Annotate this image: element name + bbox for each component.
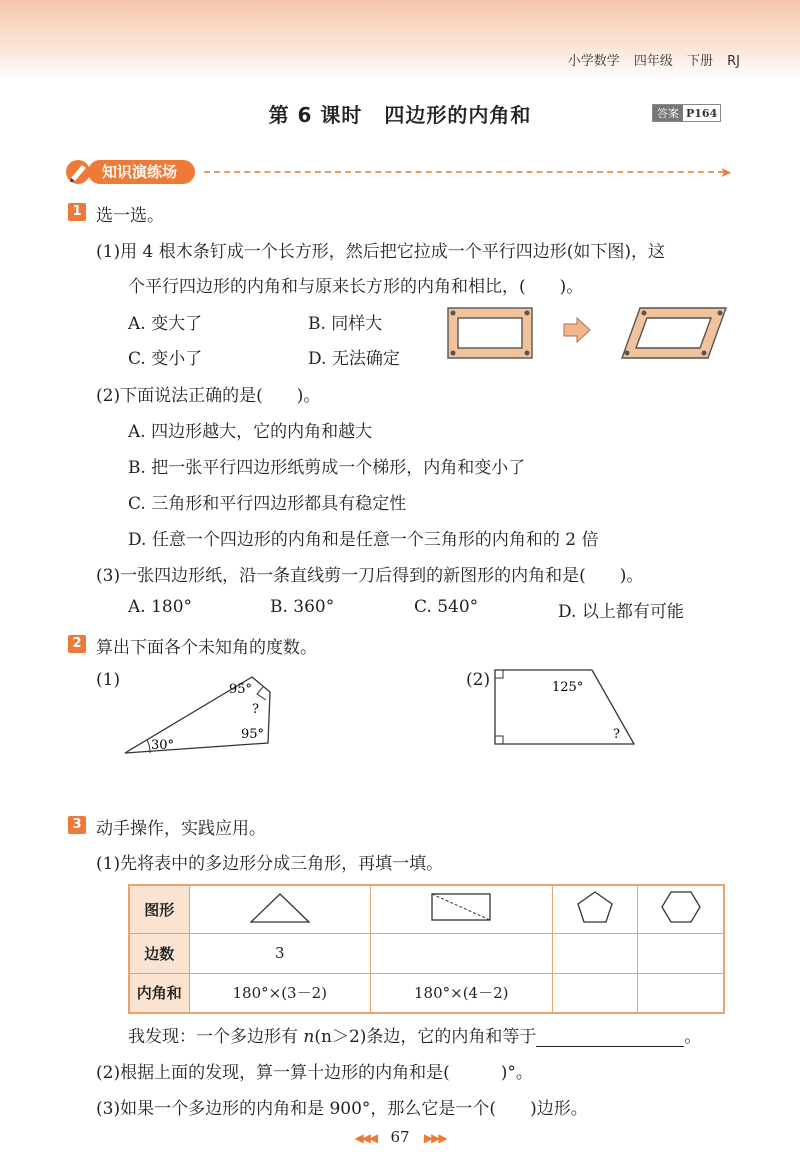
row-label-angle-sum: 内角和	[129, 973, 189, 1013]
q1-p3-option-a[interactable]: A. 180°	[128, 597, 193, 617]
question-number-3: 3	[68, 816, 86, 834]
polygon-table	[128, 884, 725, 1014]
arrow-right-icon	[564, 318, 590, 342]
sides-cell[interactable]	[371, 933, 553, 973]
angle-label-top: 95°	[229, 682, 253, 697]
answer-badge-page: P164	[686, 106, 718, 120]
shape-rectangle	[371, 885, 553, 933]
angle-label-left: 30°	[151, 738, 175, 753]
angle-label-top-right: 125°	[552, 680, 584, 695]
quadrilateral-figure-1	[120, 668, 280, 758]
finding-text-1: 我发现：一个多边形有	[128, 1027, 304, 1047]
q1-p3-option-b[interactable]: B. 360°	[270, 597, 335, 617]
q1-p1-option-b[interactable]: B. 同样大	[308, 314, 383, 334]
shape-pentagon	[552, 885, 638, 933]
arrow-right-icon: ➤	[720, 165, 732, 181]
page-number: 67	[390, 1128, 410, 1146]
shape-hexagon	[638, 885, 724, 933]
q3-p1: (1)先将表中的多边形分成三角形，再填一填。	[96, 854, 444, 874]
section-dashed-line	[204, 171, 724, 173]
book-info: 小学数学 四年级 下册 RJ	[567, 54, 740, 69]
parallelogram-frame	[622, 308, 726, 358]
q1-p3-stem: (3)一张四边形纸，沿一条直线剪一刀后得到的新图形的内角和是( )。	[96, 566, 644, 586]
q1-p1-line1: (1)用 4 根木条钉成一个长方形，然后把它拉成一个平行四边形(如下图)，这	[96, 242, 665, 262]
angle-label-unknown-2: ?	[613, 727, 620, 742]
table-row-angle-sum	[129, 973, 724, 1013]
sides-cell[interactable]	[552, 933, 638, 973]
lesson-topic: 四边形的内角和	[384, 103, 532, 127]
q3-p2: (2)根据上面的发现，算一算十边形的内角和是( )°。	[96, 1063, 533, 1083]
q3-finding	[128, 1022, 701, 1047]
question-number-1: 1	[68, 203, 86, 221]
page-footer	[0, 1128, 800, 1146]
q1-p2-option-d[interactable]: D. 任意一个四边形的内角和是任意一个三角形的内角和的 2 倍	[128, 530, 599, 550]
q1-p2-option-a[interactable]: A. 四边形越大，它的内角和越大	[128, 422, 373, 442]
q2-stem: 算出下面各个未知角的度数。	[96, 638, 317, 658]
q2-fig2-label: (2)	[466, 670, 491, 690]
section-label: 知识演练场	[88, 160, 195, 184]
q1-p2-option-c[interactable]: C. 三角形和平行四边形都具有稳定性	[128, 494, 407, 514]
shape-triangle	[189, 885, 371, 933]
answer-badge[interactable]	[652, 104, 721, 122]
table-row-shapes	[129, 885, 724, 933]
answer-badge-label: 答案	[653, 105, 683, 121]
angle-sum-cell: 180°×(3－2)	[189, 973, 371, 1013]
lesson-number: 第 6 课时	[268, 103, 363, 127]
q1-p3-option-c[interactable]: C. 540°	[414, 597, 479, 617]
q1-stem: 选一选。	[96, 206, 164, 226]
q3-p3: (3)如果一个多边形的内角和是 900°，那么它是一个( )边形。	[96, 1099, 588, 1119]
q1-p1-option-a[interactable]: A. 变大了	[128, 314, 203, 334]
rectangle-frame	[448, 308, 532, 358]
angle-sum-cell[interactable]	[638, 973, 724, 1013]
q1-p1-option-d[interactable]: D. 无法确定	[308, 349, 400, 369]
finding-n: n	[303, 1027, 315, 1047]
prev-arrows-icon: ◀◀◀	[354, 1131, 377, 1145]
question-number-2: 2	[68, 635, 86, 653]
q1-p1-option-c[interactable]: C. 变小了	[128, 349, 203, 369]
finding-end: 。	[684, 1027, 702, 1047]
q2-fig1-label: (1)	[96, 670, 121, 690]
q1-p3-option-d[interactable]: D. 以上都有可能	[558, 602, 684, 622]
q1-p2-stem: (2)下面说法正确的是( )。	[96, 386, 321, 406]
trapezoid-figure-2	[490, 666, 640, 748]
finding-condition: (n＞2)	[314, 1027, 367, 1047]
next-arrows-icon: ▶▶▶	[423, 1131, 446, 1145]
table-row-sides	[129, 933, 724, 973]
q1-p1-line2: 个平行四边形的内角和与原来长方形的内角和相比，( )。	[128, 277, 584, 297]
angle-label-bottom: 95°	[241, 727, 265, 742]
pencil-icon	[64, 158, 94, 186]
q3-stem: 动手操作，实践应用。	[96, 819, 266, 839]
angle-label-unknown: ?	[252, 702, 259, 717]
row-label-sides: 边数	[129, 933, 189, 973]
angle-sum-cell[interactable]	[552, 973, 638, 1013]
sides-cell: 3	[189, 933, 371, 973]
angle-sum-cell: 180°×(4－2)	[371, 973, 553, 1013]
section-heading	[64, 158, 730, 186]
sides-cell[interactable]	[638, 933, 724, 973]
row-label-shape: 图形	[129, 885, 189, 933]
frame-transform-figure	[440, 300, 730, 368]
finding-text-2: 条边，它的内角和等于	[366, 1027, 537, 1047]
q1-p2-option-b[interactable]: B. 把一张平行四边形纸剪成一个梯形，内角和变小了	[128, 458, 526, 478]
answer-blank-line[interactable]	[536, 1031, 684, 1047]
